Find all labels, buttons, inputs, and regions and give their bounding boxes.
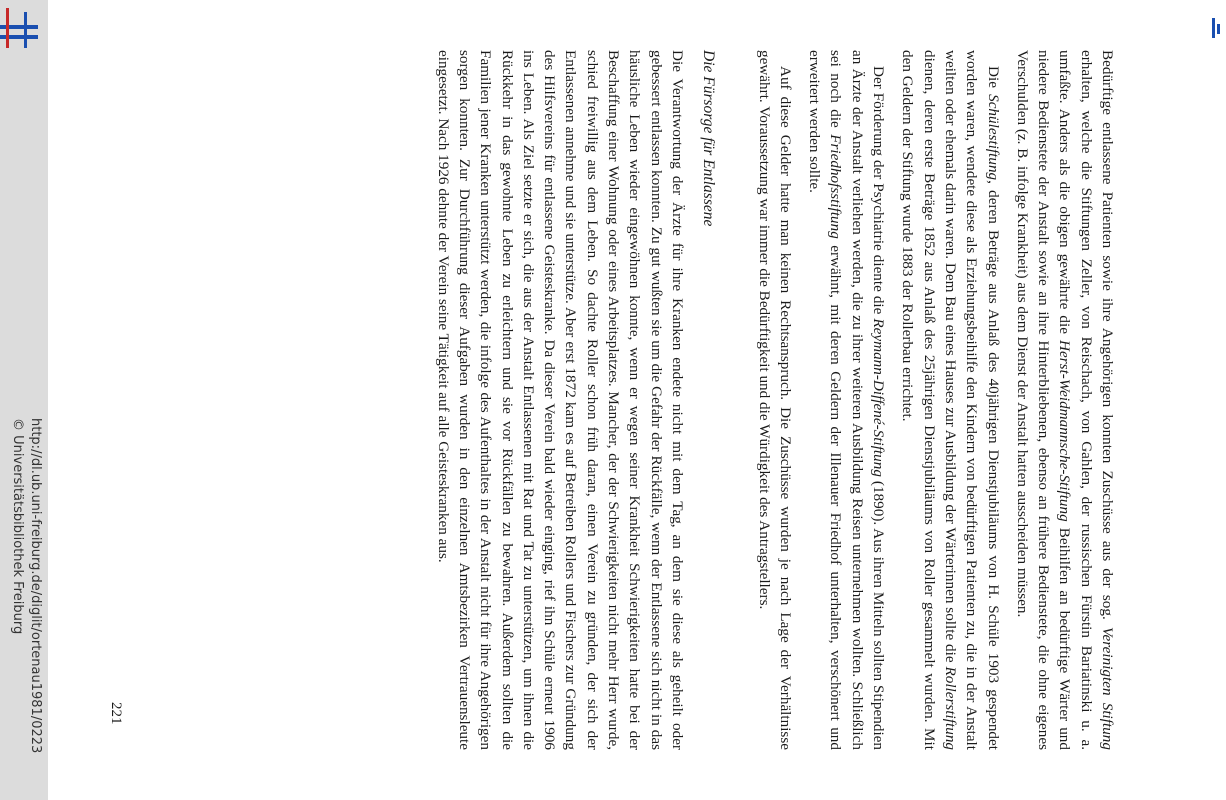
italic-term: Reymann-Diffené-Stiftung (870, 318, 888, 477)
left-margin-strip (0, 0, 48, 800)
section-paragraph-1: Die Verantwortung der Ärzte für ihre Kranken endete nicht mit dem Tag, an dem sie diese als geheilt oder gebessert entlassen konnten. Zu gut wußten sie um die Gefahr der Rückfälle, wenn der Entlassene sich nicht in das häusliche Leben wieder eingewöhnen konnte, wenn er wegen seiner Krankheit Schwierigkeiten hatte bei der Beschaffung einer Wohnung oder eines Arbeitsplatzes. Mancher, der der Schwierigkeiten nicht mehr Herr wurde, schied freiwillig aus dem Leben. So dachte Roller schon früh daran, einen Verein zu gründen, der sich der Entlassenen annehme und sie unterstütze. Aber erst 1872 kam es auf Betreiben Rollers und Fischers zur Gründung des Hilfsvereins für entlassene Geisteskranke. Da dieser Verein bald wieder einging, rief ihn Schüle erneut 1906 ins Leben. Als Ziel setzte er sich, die aus der Anstalt Entlassenen mit Rat und Tat zu unterstützen, um ihnen die Rückkehr in das gewohnte Leben zu erleichtern und sie vor Rückfällen zu bewahren. Außerdem sollten die Familien jener Kranken unterstützt werden, die infolge des Aufenthaltes in der Anstalt nicht für ihre Angehörigen sorgen konnten. Zur Durchführung dieser Aufgaben wurden in den einzelnen Amtsbezirken Vertrauensleute eingesetzt. Nach 1926 dehnte der Verein seine Tätigkeit auf alle Geisteskranken aus. (434, 50, 686, 750)
body-paragraph-4: Auf diese Gelder hatte man keinen Rechtsanspruch. Die Zuschüsse wurden je nach Lage der Verhältnisse gewährt. Voraussetzung war immer die Bedürftigkeit und die Würdigkeit des Antragstellers. (755, 50, 794, 750)
paragraph-block-1 (753, 50, 1118, 750)
body-paragraph-2: Die Schülestiftung, deren Beträge aus Anlaß des 40jährigen Dienstjubiläums von H. Schüle 1903 gespendet worden waren, wendete diese als Erziehungsbeihilfe den Kindern von bedürftigen Patienten zu, die in der Anstalt weilten oder ehemals darin waren. Dem Bau eines Hauses zur Ausbildung der Wärterinnen sollte die Rollerstiftung dienen, deren erste Beträge 1852 aus Anlaß des 25jährigen Dienstjubiläums von Roller gesammelt wurden. Mit den Geldern der Stiftung wurde 1883 der Rollerbau errichtet. (899, 50, 1002, 750)
source-footer (8, 418, 44, 800)
viewer-logo-icon (0, 8, 38, 48)
copyright-notice: © Universitätsbibliothek Freiburg (10, 418, 25, 635)
page-number: 221 (108, 702, 124, 725)
italic-term: Vereinigten Stiftung (1099, 626, 1116, 750)
section-heading: Die Fürsorge für Entlassene (700, 50, 718, 227)
scanned-page (58, 50, 1118, 750)
italic-term: Schülestiftung (984, 94, 1002, 181)
italic-term: Rollerstiftung (941, 666, 959, 750)
paragraph-block-2 (432, 50, 688, 750)
italic-term: Friedhofsstiftung (827, 134, 845, 239)
source-url[interactable]: http://dl.ub.uni-freiburg.de/diglit/ortenau1981/0223 (28, 418, 43, 754)
right-marker-icon (1212, 18, 1220, 38)
body-paragraph-1: Bedürftige entlassene Patienten sowie ihre Angehörigen konnten Zuschüsse aus der sog. Vereinigten Stiftung erhalten, welche die Stiftungen Zeller, von Reischach, von Gahlen, der russischen Fürstin Bariatinski u. a. umfaßte. Anders als die obigen gewährte die Herst-Weidmannsche-Stiftung Beihilfen an bedürftige Wärter und niedere Bedienstete der Anstalt sowie an ihre Hinterbliebenen, ebenso an frühere Bedienstete, die ohne eigenes Verschulden (z. B. infolge Krankheit) aus dem Dienst der Anstalt hatten ausscheiden müssen. (1013, 50, 1116, 750)
italic-term: Herst-Weidmannsche-Stiftung (1056, 340, 1074, 522)
body-paragraph-3: Der Förderung der Psychiatrie diente die Reymann-Diffené-Stiftung (1890). Aus ihren Mitteln sollten Stipendien an Ärzte der Anstalt verliehen werden, die zu ihrer weiteren Ausbildung Reisen unternehmen wollten. Schließlich sei noch die Friedhofsstiftung erwähnt, mit deren Geldern der Illenauer Friedhof unterhalten, verschönert und erweitert werden sollte. (806, 50, 888, 750)
